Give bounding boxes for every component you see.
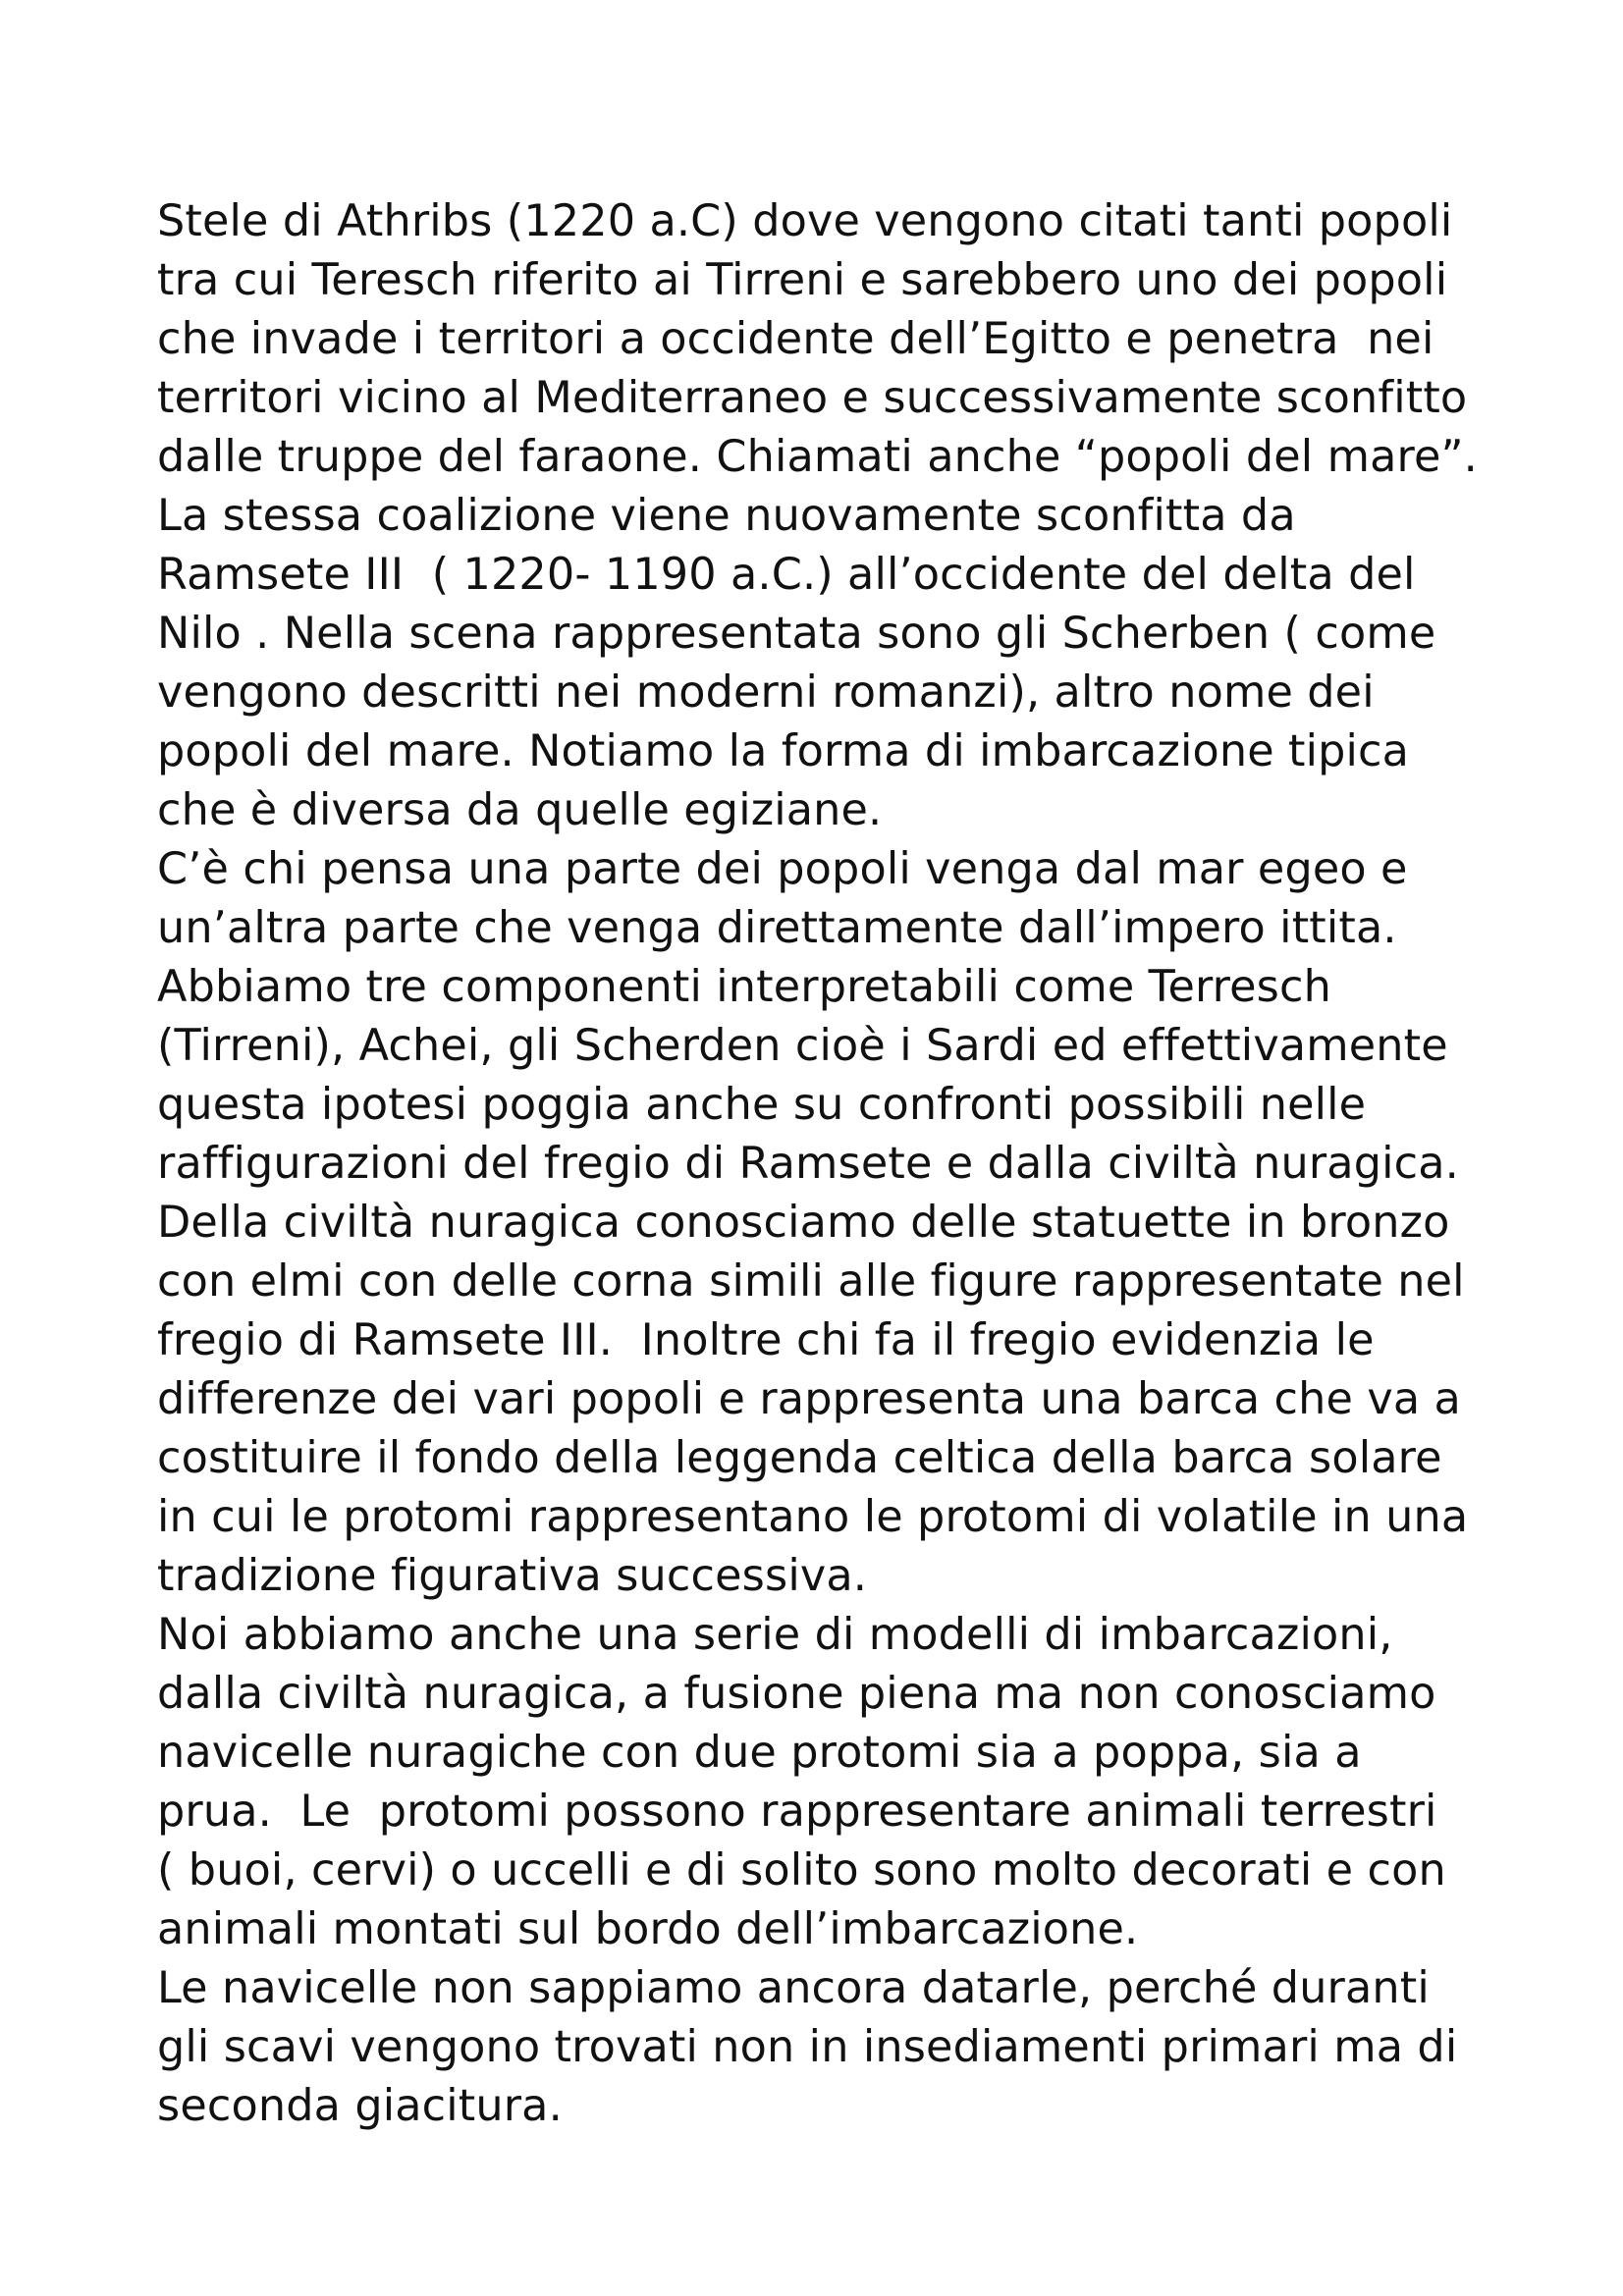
text-line: vengono descritti nei moderni romanzi), altro nome dei	[157, 667, 1375, 718]
text-line: questa ipotesi poggia anche su confronti possibili nelle	[157, 1080, 1367, 1130]
text-line: La stessa coalizione viene nuovamente sconfitta da	[157, 491, 1296, 541]
text-line: Noi abbiamo anche una serie di modelli di imbarcazioni,	[157, 1610, 1393, 1660]
text-line: territori vicino al Mediterraneo e successivamente sconfitto	[157, 373, 1468, 423]
text-line: Ramsete III ( 1220- 1190 a.C.) all’occidente del delta del	[157, 550, 1416, 600]
text-line: che è diversa da quelle egiziane.	[157, 785, 883, 835]
text-line: differenze dei vari popoli e rappresenta una barca che va a	[157, 1374, 1461, 1424]
text-line: Le navicelle non sappiamo ancora datarle, perché duranti	[157, 1963, 1430, 2013]
text-line: navicelle nuragiche con due protomi sia a poppa, sia a	[157, 1728, 1362, 1778]
body-text	[157, 192, 1532, 2136]
text-line: seconda giacitura.	[157, 2081, 563, 2131]
text-line: un’altra parte che venga direttamente dall’impero ittita.	[157, 903, 1397, 953]
text-line: prua. Le protomi possono rappresentare animali terrestri	[157, 1787, 1437, 1837]
text-line: raffigurazioni del fregio di Ramsete e dalla civiltà nuragica.	[157, 1139, 1459, 1189]
text-line: con elmi con delle corna simili alle figure rappresentate nel	[157, 1256, 1465, 1307]
text-line: ( buoi, cervi) o uccelli e di solito sono molto decorati e con	[157, 1845, 1446, 1896]
text-line: fregio di Ramsete III. Inoltre chi fa il fregio evidenzia le	[157, 1315, 1375, 1365]
text-line: Stele di Athribs (1220 a.C) dove vengono citati tanti popoli	[157, 196, 1453, 246]
text-line: dalla civiltà nuragica, a fusione piena ma non conosciamo	[157, 1669, 1436, 1719]
text-line: tra cui Teresch riferito ai Tirreni e sarebbero uno dei popoli	[157, 255, 1448, 305]
text-line: tradizione figurativa successiva.	[157, 1551, 868, 1601]
text-line: dalle truppe del faraone. Chiamati anche “popoli del mare”.	[157, 432, 1478, 482]
text-line: popoli del mare. Notiamo la forma di imbarcazione tipica	[157, 726, 1410, 776]
text-line: gli scavi vengono trovati non in insediamenti primari ma di	[157, 2022, 1458, 2072]
text-line: C’è chi pensa una parte dei popoli venga dal mar egeo e	[157, 844, 1408, 894]
text-line: che invade i territori a occidente dell’Egitto e penetra nei	[157, 314, 1434, 364]
text-line: Della civiltà nuragica conosciamo delle statuette in bronzo	[157, 1198, 1450, 1248]
text-line: Abbiamo tre componenti interpretabili come Terresch	[157, 962, 1331, 1012]
text-line: animali montati sul bordo dell’imbarcazione.	[157, 1904, 1139, 1954]
text-line: costituire il fondo della leggenda celtica della barca solare	[157, 1433, 1442, 1483]
text-line: (Tirreni), Achei, gli Scherden cioè i Sardi ed effettivamente	[157, 1021, 1448, 1071]
text-line: Nilo . Nella scena rappresentata sono gli Scherben ( come	[157, 609, 1436, 659]
text-line: in cui le protomi rappresentano le protomi di volatile in una	[157, 1492, 1469, 1542]
